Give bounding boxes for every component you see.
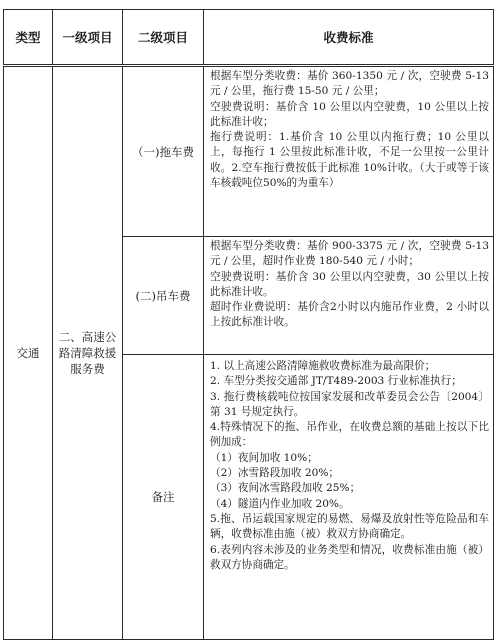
fee-standard-table (3, 9, 494, 640)
note-line: 6.表列内容未涉及的业务类型和情况，收费标准由施（被）救双方协商确定。 (210, 543, 489, 571)
header-fee-standard: 收费标准 (204, 10, 494, 66)
standard-line: 根据车型分类收费：基价 900-3375 元 / 次，空驶费 5-13 元 / 公里，超时作业费 180-540 元 / 小时； (210, 240, 489, 268)
note-line: （4）隧道内作业加收 20%。 (210, 497, 350, 510)
standard-cell-crane (204, 237, 494, 355)
type-cell: 交通 (4, 66, 53, 640)
table-row-towing (4, 66, 494, 237)
note-line: 3. 拖行费核载吨位按国家发展和改革委员会公告〔2004〕第 31 号规定执行。 (210, 390, 489, 418)
note-line: （3）夜间冰雪路段加收 25%； (210, 482, 361, 495)
standard-line: 空驶费说明：基价含 30 公里以内空驶费，30 公里以上按此标准计收。 (210, 270, 489, 298)
standard-line: 根据车型分类收费：基价 360-1350 元 / 次，空驶费 5-13 元 / 公里，拖行费 15-50 元 / 公里； (210, 70, 489, 98)
header-level2-item: 二级项目 (123, 10, 204, 66)
note-line: 4.特殊情况下的拖、吊作业，在收费总额的基础上按以下比例加成： (210, 421, 489, 449)
note-line: （1）夜间加收 10%； (210, 451, 318, 464)
note-line: 2. 车型分类按交通部 JT/T489-2003 行业标准执行； (210, 375, 462, 388)
table-header-row (4, 10, 494, 66)
note-line: 1. 以上高速公路清障施救收费标准为最高限价； (210, 360, 436, 372)
note-line: 5.拖、吊运载国家规定的易燃、易爆及放射性等危险品和车辆，收费标准由施（被）救双方协商确定。 (210, 512, 489, 541)
standard-line: 超时作业费说明：基价含2小时以内施吊作业费，2 小时以上按此标准计收。 (210, 301, 489, 329)
standard-line: 空驶费说明：基价含 10 公里以内空驶费，10 公里以上按此标准计收； (210, 100, 489, 128)
level2-cell-crane: (二)吊车费 (123, 237, 204, 355)
level2-cell-notes: 备注 (123, 355, 204, 640)
level2-cell-towing: （一)拖车费 (123, 66, 204, 237)
standard-cell-notes (204, 355, 494, 640)
header-type: 类型 (4, 10, 53, 66)
standard-cell-towing (204, 66, 494, 237)
header-level1-item: 一级项目 (53, 10, 123, 66)
note-line: （2）冰雪路段加收 20%； (210, 467, 339, 480)
level1-cell (53, 66, 123, 640)
standard-line: 拖行费说明：1.基价含 10 公里以内拖行费；10 公里以上，每拖行 1 公里按此标准计收，不足一公里按一公里计收。2.空车拖行费按低于此标准 10%计收。（大于或等于该车核载吨位50%的为重车） (210, 131, 489, 190)
level1-label: 二、高速公路清障救援服务费 (58, 330, 117, 376)
